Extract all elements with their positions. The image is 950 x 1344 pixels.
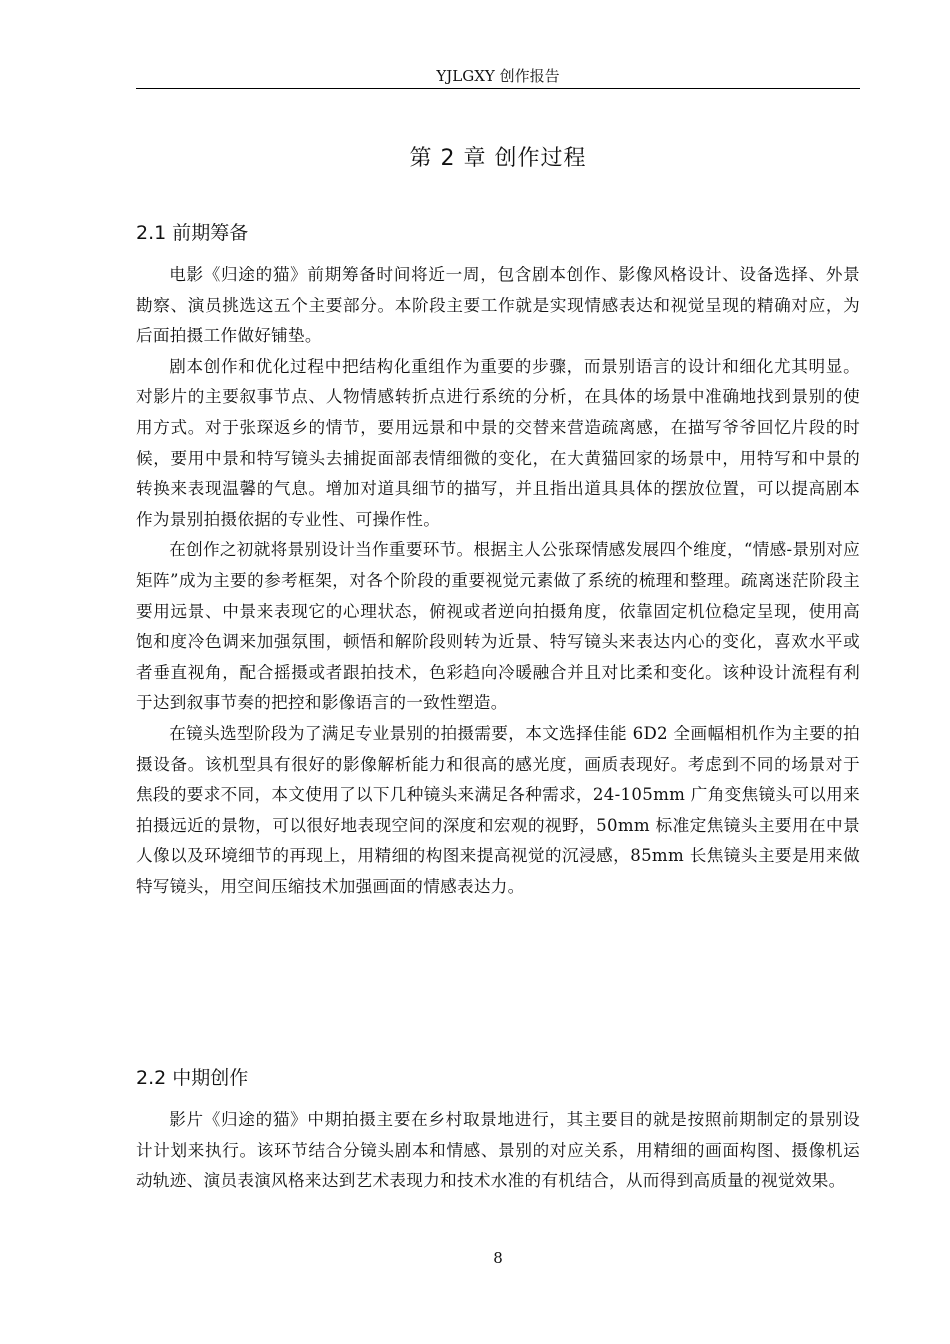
section-body-2-2 [136, 1105, 860, 1197]
chapter-title: 第 2 章 创作过程 [409, 146, 587, 171]
paragraph: 影片《归途的猫》中期拍摄主要在乡村取景地进行，其主要目的就是按照前期制定的景别设计计划来执行。该环节结合分镜头剧本和情感、景别的对应关系，用精细的画面构图、摄像机运动轨迹、演员表演风格来达到艺术表现力和技术水准的有机结合，从而得到高质量的视觉效果。 [136, 1110, 860, 1191]
paragraph: 在镜头选型阶段为了满足专业景别的拍摄需要，本文选择佳能 6D2 全画幅相机作为主要的拍摄设备。该机型具有很好的影像解析能力和很高的感光度，画质表现好。考虑到不同的场景对于焦段的要求不同，本文使用了以下几种镜头来满足各种需求，24-105mm 广角变焦镜头可以用来拍摄远近的景物，可以很好地表现空间的深度和宏观的视野，50mm 标准定焦镜头主要用在中景人像以及环境细节的再现上，用精细的构图来提高视觉的沉浸感，85mm 长焦镜头主要是用来做特写镜头，用空间压缩技术加强画面的情感表达力。 [136, 723, 860, 896]
header-divider [136, 88, 860, 89]
paragraph: 在创作之初就将景别设计当作重要环节。根据主人公张琛情感发展四个维度，“情感-景别对应矩阵”成为主要的参考框架，对各个阶段的重要视觉元素做了系统的梳理和整理。疏离迷茫阶段主要用远景、中景来表现它的心理状态，俯视或者逆向拍摄角度，依靠固定机位稳定呈现，使用高饱和度冷色调来加强氛围，顿悟和解阶段则转为近景、特写镜头来表达内心的变化，喜欢水平或者垂直视角，配合摇摄或者跟拍技术，色彩趋向冷暖融合并且对比柔和变化。该种设计流程有利于达到叙事节奏的把控和影像语言的一致性塑造。 [136, 540, 860, 713]
paragraph: 电影《归途的猫》前期筹备时间将近一周，包含剧本创作、影像风格设计、设备选择、外景勘察、演员挑选这五个主要部分。本阶段主要工作就是实现情感表达和视觉呈现的精确对应，为后面拍摄工作做好铺垫。 [136, 265, 860, 346]
running-header: YJLGXY 创作报告 [436, 67, 560, 85]
page-number: 8 [493, 1249, 503, 1267]
section-heading-2-2: 2.2 中期创作 [136, 1067, 249, 1089]
paragraph: 剧本创作和优化过程中把结构化重组作为重要的步骤，而景别语言的设计和细化尤其明显。对影片的主要叙事节点、人物情感转折点进行系统的分析，在具体的场景中准确地找到景别的使用方式。对于张琛返乡的情节，要用远景和中景的交替来营造疏离感，在描写爷爷回忆片段的时候，要用中景和特写镜头去捕捉面部表情细微的变化，在大黄猫回家的场景中，用特写和中景的转换来表现温馨的气息。增加对道具细节的描写，并且指出道具具体的摆放位置，可以提高剧本作为景别拍摄依据的专业性、可操作性。 [136, 356, 860, 529]
section-heading-2-1: 2.1 前期筹备 [136, 222, 249, 244]
section-body-2-1 [136, 260, 860, 902]
